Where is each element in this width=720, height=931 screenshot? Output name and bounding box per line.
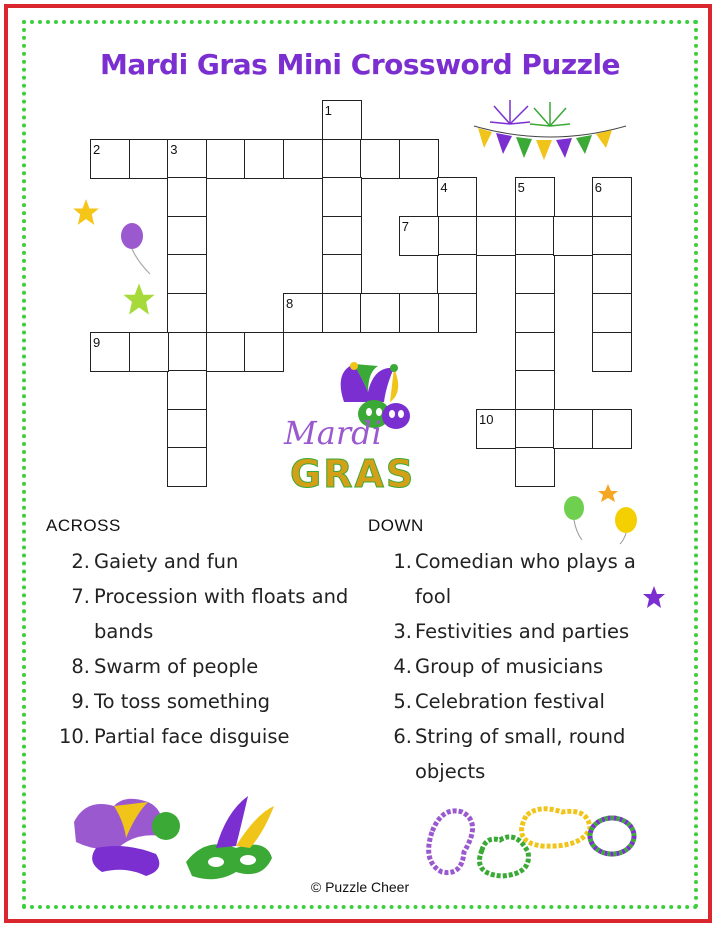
crossword-cell[interactable] bbox=[167, 370, 207, 410]
cell-number-3: 3 bbox=[170, 141, 178, 157]
across-heading: ACROSS bbox=[46, 516, 121, 535]
crossword-cell[interactable] bbox=[592, 293, 632, 333]
crossword-cell[interactable] bbox=[515, 216, 555, 256]
crossword-cell[interactable] bbox=[515, 370, 555, 410]
star-icon bbox=[122, 282, 156, 316]
clue-across-10: 10. Partial face disguise bbox=[58, 725, 290, 748]
crossword-cell[interactable] bbox=[167, 293, 207, 333]
clue-across-2: 2. Gaiety and fun bbox=[71, 550, 239, 573]
crossword-cell[interactable] bbox=[167, 216, 207, 256]
crossword-cell[interactable] bbox=[167, 447, 207, 487]
crossword-cell[interactable] bbox=[592, 409, 632, 449]
crossword-cell[interactable] bbox=[515, 332, 555, 372]
clue-down-6: 6. String of small, round objects bbox=[393, 725, 626, 783]
logo-gras-text: GRAS bbox=[290, 452, 416, 496]
crossword-cell[interactable] bbox=[437, 254, 477, 294]
clue-down-3: 3. Festivities and parties bbox=[393, 620, 630, 643]
crossword-cell[interactable] bbox=[283, 139, 323, 179]
crossword-cell[interactable] bbox=[167, 177, 207, 217]
crossword-cell[interactable] bbox=[167, 332, 207, 372]
logo-mardi-text: Mardi bbox=[284, 414, 382, 452]
page-title: Mardi Gras Mini Crossword Puzzle bbox=[99, 48, 621, 81]
crossword-cell[interactable] bbox=[399, 293, 439, 333]
cell-number-8: 8 bbox=[286, 296, 294, 311]
crossword-cell[interactable] bbox=[515, 293, 555, 333]
crossword-cell[interactable] bbox=[437, 216, 477, 256]
crossword-cell[interactable] bbox=[360, 293, 400, 333]
star-icon bbox=[72, 198, 100, 226]
cell-number-9: 9 bbox=[93, 334, 101, 350]
crossword-cell[interactable] bbox=[553, 409, 593, 449]
crossword-cell[interactable] bbox=[437, 293, 477, 333]
down-heading: DOWN bbox=[368, 516, 424, 535]
cell-number-2: 2 bbox=[93, 141, 101, 157]
bead-necklaces-icon bbox=[412, 802, 642, 882]
across-clue-list bbox=[46, 544, 364, 754]
clue-across-9: 9. To toss something bbox=[71, 690, 271, 713]
crossword-cell[interactable] bbox=[360, 139, 400, 179]
crossword-cell[interactable] bbox=[399, 139, 439, 179]
crossword-cell[interactable] bbox=[592, 216, 632, 256]
crossword-cell[interactable] bbox=[476, 216, 516, 256]
cell-number-4: 4 bbox=[440, 180, 448, 196]
cell-number-5: 5 bbox=[517, 180, 525, 196]
crossword-cell[interactable] bbox=[515, 409, 555, 449]
clue-down-1: 1. Comedian who plays a fool bbox=[393, 550, 636, 608]
crossword-cell[interactable] bbox=[515, 254, 555, 294]
clue-down-5: 5. Celebration festival bbox=[393, 690, 605, 713]
cell-number-7: 7 bbox=[401, 218, 410, 234]
crossword-cell[interactable] bbox=[322, 293, 362, 333]
crossword-cell[interactable] bbox=[592, 332, 632, 372]
mardi-gras-logo bbox=[284, 362, 424, 502]
crossword-cell[interactable] bbox=[129, 139, 169, 179]
crossword-cell[interactable] bbox=[592, 254, 632, 294]
crossword-cell[interactable] bbox=[129, 332, 169, 372]
crossword-cell[interactable] bbox=[322, 177, 362, 217]
crossword-cell[interactable] bbox=[322, 254, 362, 294]
clue-across-7: 7. Procession with floats and bands bbox=[71, 585, 349, 643]
crossword-cell[interactable] bbox=[244, 332, 284, 372]
crossword-cell[interactable] bbox=[206, 332, 246, 372]
bunting-fireworks-icon bbox=[470, 96, 630, 166]
crossword-cell[interactable] bbox=[244, 139, 284, 179]
crossword-cell[interactable] bbox=[167, 409, 207, 449]
down-clue-list bbox=[368, 544, 678, 789]
crossword-cell[interactable] bbox=[515, 447, 555, 487]
crossword-cell[interactable] bbox=[206, 139, 246, 179]
cell-number-1: 1 bbox=[324, 103, 332, 118]
crossword-cell[interactable] bbox=[167, 254, 207, 294]
crossword-cell[interactable] bbox=[553, 216, 593, 256]
clue-down-4: 4. Group of musicians bbox=[393, 655, 604, 678]
clue-across-8: 8. Swarm of people bbox=[71, 655, 259, 678]
masks-hat-icon bbox=[66, 792, 276, 884]
crossword-cell[interactable] bbox=[322, 216, 362, 256]
balloon-icon bbox=[118, 222, 158, 278]
crossword-cell[interactable] bbox=[322, 139, 362, 179]
credit-text: © Puzzle Cheer bbox=[310, 879, 410, 895]
cell-number-10: 10 bbox=[479, 411, 494, 427]
cell-number-6: 6 bbox=[594, 180, 603, 196]
balloons-icon bbox=[556, 480, 646, 546]
